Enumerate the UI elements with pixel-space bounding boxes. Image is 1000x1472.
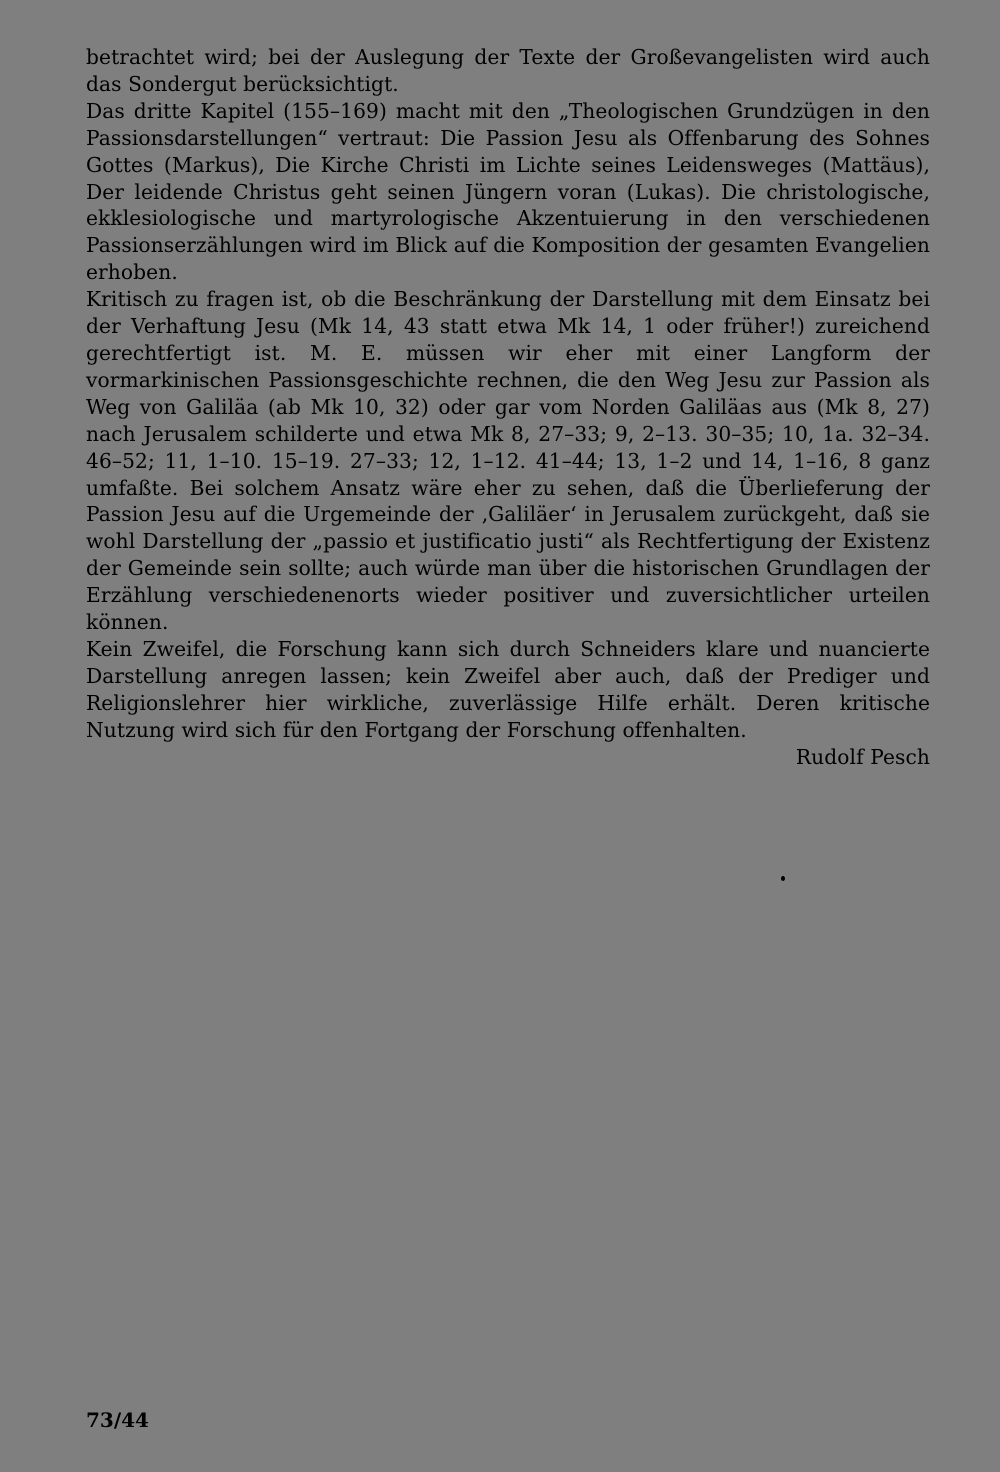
paragraph-2: Das dritte Kapitel (155–169) macht mit den „Theologischen Grundzügen in den Passionsdarstellungen“ vertraut: Die Passion Jesu als Offenbarung des Sohnes Gottes (Markus), Die Kirche Christi im Lichte seines Leidensweges (Mattäus), Der leidende Christus geht seinen Jüngern voran (Lukas). Die christologische, ekklesiologische und martyrologische Akzentuierung in den verschiedenen Passionserzählungen wird im Blick auf die Komposition der gesamten Evangelien erhoben. [86, 98, 930, 285]
paragraph-1: betrachtet wird; bei der Auslegung der Texte der Großevangelisten wird auch das Sondergut berücksichtigt. [86, 45, 930, 96]
ink-speck [781, 876, 785, 881]
review-text-body [86, 44, 930, 770]
paragraph-3: Kritisch zu fragen ist, ob die Beschränkung der Darstellung mit dem Einsatz bei der Verhaftung Jesu (Mk 14, 43 statt etwa Mk 14, 1 oder früher!) zureichend gerechtfertigt ist. M. E. müssen wir eher mit einer Langform der vormarkinischen Passionsgeschichte rechnen, die den Weg Jesu zur Passion als Weg von Galiläa (ab Mk 10, 32) oder gar vom Norden Galiläas aus (Mk 8, 27) nach Jerusalem schilderte und etwa Mk 8, 27–33; 9, 2–13. 30–35; 10, 1a. 32–34. 46–52; 11, 1–10. 15–19. 27–33; 12, 1–12. 41–44; 13, 1–2 und 14, 1–16, 8 ganz umfaßte. Bei solchem Ansatz wäre eher zu sehen, daß die Überlieferung der Passion Jesu auf die Urgemeinde der ‚Galiläer‘ in Jerusalem zurückgeht, daß sie wohl Darstellung der „passio et justificatio justi“ als Rechtfertigung der Existenz der Gemeinde sein sollte; auch würde man über die historischen Grundlagen der Erzählung verschiedenenorts wieder positiver und zuversichtlicher urteilen können. [86, 287, 930, 635]
page-number: 73/44 [86, 1408, 149, 1432]
author-signature: Rudolf Pesch [795, 744, 930, 769]
paragraph-4: Kein Zweifel, die Forschung kann sich durch Schneiders klare und nuancierte Darstellung anregen lassen; kein Zweifel aber auch, daß der Prediger und Religionslehrer hier wirkliche, zuverlässige Hilfe erhält. Deren kritische Nutzung wird sich für den Fortgang der Forschung offenhalten. [86, 636, 930, 742]
